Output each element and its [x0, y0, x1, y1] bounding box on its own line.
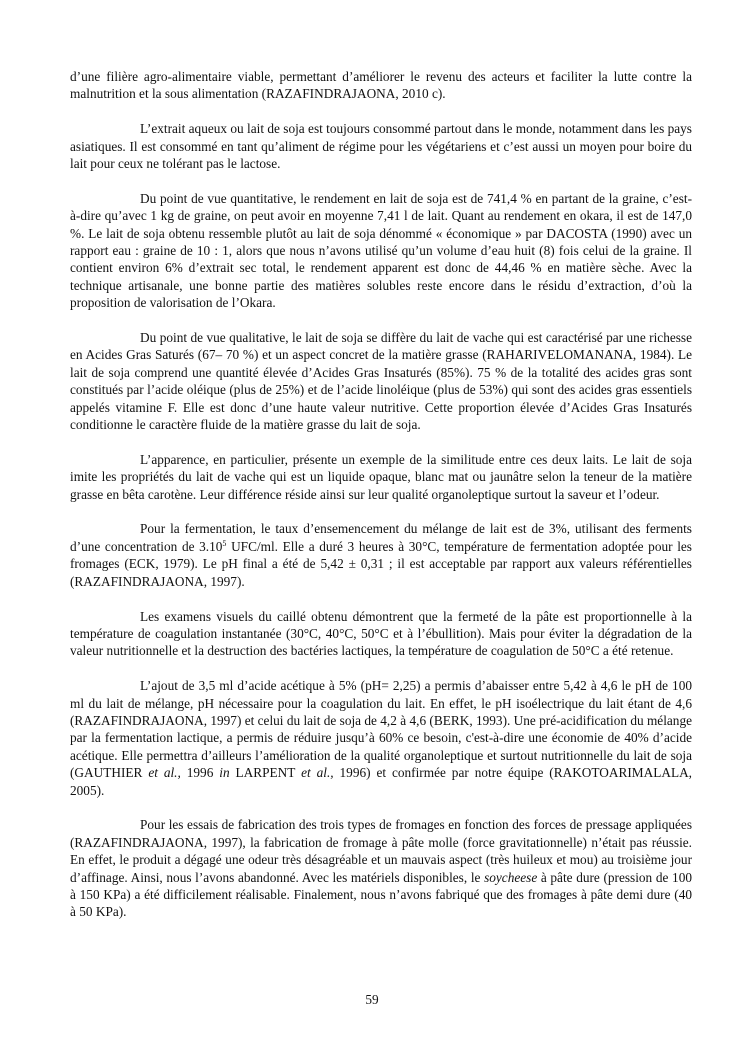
paragraph-9 [70, 816, 692, 920]
text-segment: 5 [222, 538, 227, 548]
text-segment: et al., [148, 765, 181, 781]
text-segment: Du point de vue qualitative, le lait de soja se diffère du lait de vache qui est caractérisé par une richesse en Acides Gras Saturés (67– 70 %) et un aspect concret de la matière grasse (RAHARIVELOMANANA, 1984). Le lait de soja comprend une quantité élevée d’Acides Gras Insaturés (85%). 75 % de la totalité des acides gras sont constitués par l’acide oléique (plus de 25%) et de l’acide linoléique (plus de 53%) qui sont des acides gras essentiels appelés vitamine F. Elle est donc d’une haute valeur nutritive. Cette proportion élevée d’Acides Gras Insaturés conditionne le caractère fluide de la matière grasse du lait de soja. [70, 330, 692, 433]
text-segment: Pour les essais de fabrication des trois types de fromages en fonction des forces de pressage appliquées (RAZAFINDRAJAONA, 1997), la fabrication de fromage à pâte molle (force gravitationnelle) n’était pas réussie. En effet, le produit a dégagé une odeur très désagréable et un mauvais aspect (très huileux et mou) au troisième jour d’affinage. Ainsi, nous l’avons abandonné. Avec les matériels disponibles, le [70, 817, 692, 885]
text-segment: Les examens visuels du caillé obtenu démontrent que la fermeté de la pâte est proportionnelle à la température de coagulation instantanée (30°C, 40°C, 50°C et à l’ébullition). Mais pour éviter la dégradation de la valeur nutritionnelle et la destruction des bactéries lactiques, la température de coagulation de 50°C a été retenue. [70, 608, 692, 659]
paragraph-1 [70, 68, 692, 103]
paragraph-3 [70, 190, 692, 312]
page-number: 59 [365, 992, 379, 1007]
text-segment: à pâte dure (pression de 100 à 150 KPa) a été difficilement réalisable. Finalement, nous n’avons fabriqué que des fromages à pâte demi dure (40 à 50 KPa). [70, 869, 692, 920]
text-segment: d’une filière agro-alimentaire viable, permettant d’améliorer le revenu des acteurs et faciliter la lutte contre la malnutrition et la sous alimentation (RAZAFINDRAJAONA, 2010 c). [70, 69, 692, 102]
paragraph-4 [70, 329, 692, 433]
text-segment: et al., [301, 765, 334, 781]
text-segment: in [219, 765, 230, 781]
text-segment: UFC/ml. Elle a duré 3 heures à 30°C, température de fermentation adoptée pour les fromages (ECK, 1979). Le pH final a été de 5,42 ± 0,31 ; il est acceptable par rapport aux valeurs référentielles (RAZAFINDRAJAONA, 1997). [70, 538, 692, 589]
text-segment: LARPENT [229, 765, 302, 781]
text-segment: 1996) et confirmée par notre équipe (RAKOTOARIMALALA, 2005). [70, 765, 692, 798]
text-segment: L’apparence, en particulier, présente un exemple de la similitude entre ces deux laits. Le lait de soja imite les propriétés du lait de vache qui est un liquide opaque, blanc mat ou jaunâtre selon la teneur de la matière grasse en bêta carotène. Leur différence réside ainsi sur leur qualité organoleptique surtout la saveur et l’odeur. [70, 451, 692, 502]
text-segment: L’extrait aqueux ou lait de soja est toujours consommé partout dans le monde, notamment dans les pays asiatiques. Il est consommé en tant qu’aliment de régime pour les végétariens et c’est aussi un moyen pour boire du lait pour ceux ne tolérant pas le lactose. [70, 121, 692, 172]
text-segment: Pour la fermentation, le taux d’ensemencement du mélange de lait est de 3%, utilisant des ferments d’une concentration de 3.10 [70, 521, 692, 554]
paragraph-2 [70, 120, 692, 172]
document-body [70, 68, 692, 938]
text-segment: 1996 [180, 765, 220, 781]
paragraph-5 [70, 451, 692, 503]
text-segment: soycheese [484, 869, 538, 885]
paragraph-7 [70, 608, 692, 660]
paragraph-8 [70, 677, 692, 799]
text-segment: L’ajout de 3,5 ml d’acide acétique à 5% (pH= 2,25) a permis d’abaisser entre 5,42 à 4,6 le pH de 100 ml du lait de mélange, pH nécessaire pour la coagulation du lait. En effet, le pH isoélectrique du lait étant de 4,6 (RAZAFINDRAJAONA, 1997) et celui du lait de soja de 4,2 à 4,6 (BERK, 1993). Une pré-acidification du mélange par la fermentation lactique, a permis de réduire jusqu’à 60% ce besoin, c'est-à-dire une économie de 40% d’acide acétique. Elle permettra d’ailleurs l’amélioration de la qualité organoleptique et surtout nutritionnelle du lait de soja (GAUTHIER [70, 678, 692, 781]
paragraph-6 [70, 520, 692, 590]
text-segment: Du point de vue quantitative, le rendement en lait de soja est de 741,4 % en partant de la graine, c’est-à-dire qu’avec 1 kg de graine, on peut avoir en moyenne 7,41 l de lait. Quant au rendement en okara, il est de 147,0 %. Le lait de soja obtenu ressemble plutôt au lait de soja dénommé « économique » par DACOSTA (1990) avec un rapport eau : graine de 10 : 1, alors que nous n’avons utilisé qu’un volume d’eau huit (8) fois celui de la graine. Il contient environ 6% d’extrait sec total, le rendement apparent est donc de 44,46 % en matière sèche. Avec la technique artisanale, une bonne partie des matières solubles reste encore dans le résidu d’extraction, d’où la proposition de valorisation de l’Okara. [70, 190, 692, 311]
